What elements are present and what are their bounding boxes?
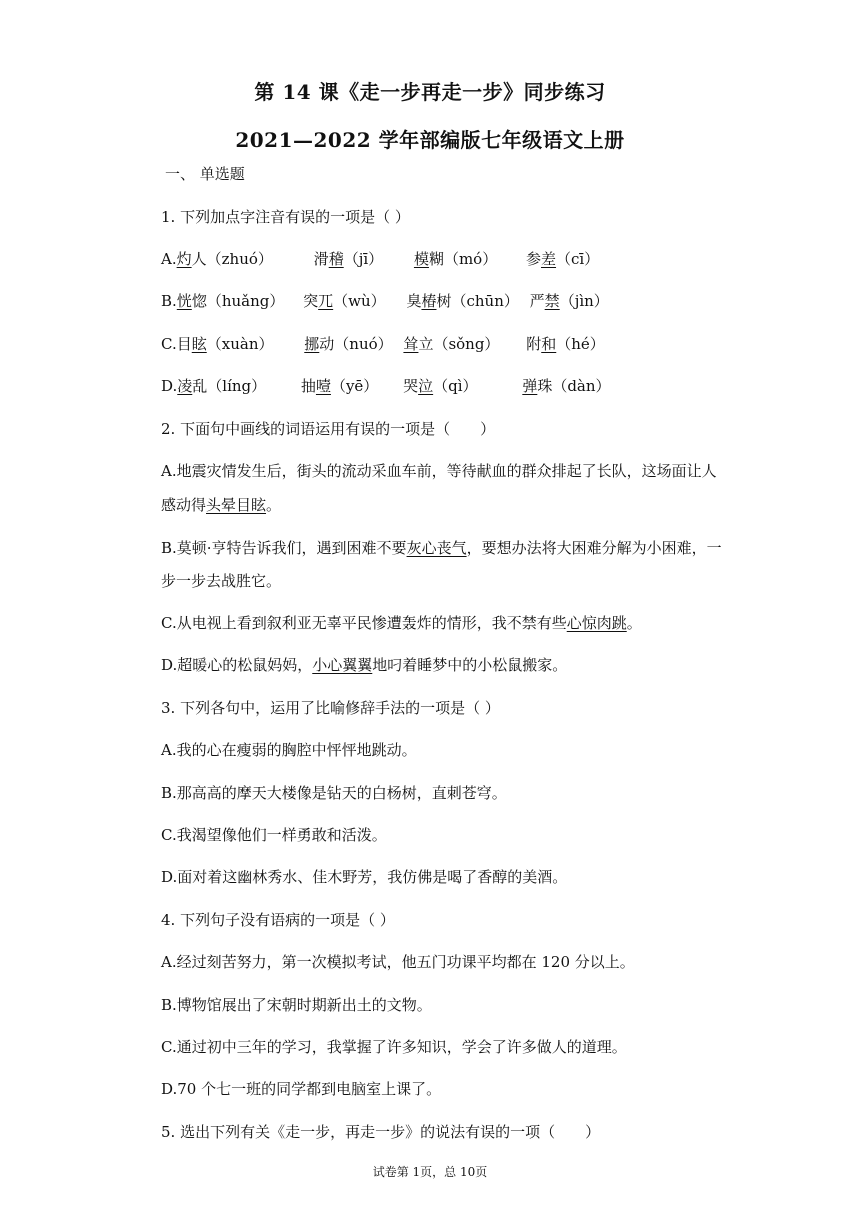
q4-option-b: B.博物馆展出了宋朝时期新出土的文物。 — [161, 996, 432, 1014]
option-letter: A. — [161, 250, 177, 268]
q3-option-c: C.我渴望像他们一样勇敢和活泼。 — [161, 826, 387, 844]
q2-option-d: D.超暖心的松鼠妈妈，小心翼翼地叼着睡梦中的小松鼠搬家。 — [161, 656, 568, 674]
q1-option-a: A.灼人（zhuó） 滑稽（jī） 模糊（mó） 参差（cī） — [161, 250, 600, 268]
q3-option-d: D.面对着这幽林秀水、佳木野芳，我仿佛是喝了香醇的美酒。 — [161, 868, 568, 886]
q2-option-c: C.从电视上看到叙利亚无辜平民惨遭轰炸的情形，我不禁有些心惊肉跳。 — [161, 614, 642, 632]
q2-option-b-line1: B.莫顿·亨特告诉我们，遇到困难不要灰心丧气，要想办法将大困难分解为小困难，一 — [161, 539, 722, 557]
q4-option-c: C.通过初中三年的学习，我掌握了许多知识，学会了许多做人的道理。 — [161, 1038, 627, 1056]
q2-option-b-line2: 步一步去战胜它。 — [161, 572, 282, 590]
question-1-stem: 1. 下列加点字注音有误的一项是（ ） — [161, 208, 410, 226]
question-2-stem: 2. 下面句中画线的词语运用有误的一项是（ ） — [161, 420, 496, 438]
option-letter: C. — [161, 335, 177, 353]
question-4-stem: 4. 下列句子没有语病的一项是（ ） — [161, 911, 395, 929]
q3-option-b: B.那高高的摩天大楼像是钻天的白杨树，直刺苍穹。 — [161, 784, 507, 802]
q4-option-d: D.70 个七一班的同学都到电脑室上课了。 — [161, 1080, 442, 1098]
q4-option-a: A.经过刻苦努力，第一次模拟考试，他五门功课平均都在 120 分以上。 — [161, 953, 635, 971]
page-title-line1: 第 14 课《走一步再走一步》同步练习 — [254, 80, 606, 104]
q2-option-a-line1: A.地震灾情发生后，街头的流动采血车前，等待献血的群众排起了长队，这场面让人 — [161, 462, 717, 480]
q1-option-d: D.凌乱（líng） 抽噎（yē） 哭泣（qì） 弹珠（dàn） — [161, 377, 611, 395]
section-heading: 一、 单选题 — [165, 165, 245, 183]
q1-option-b: B.恍惚（huǎng） 突兀（wù） 臭椿树（chūn） 严禁（jìn） — [161, 292, 609, 310]
option-letter: D. — [161, 377, 178, 395]
question-3-stem: 3. 下列各句中，运用了比喻修辞手法的一项是（ ） — [161, 699, 500, 717]
q3-option-a: A.我的心在瘦弱的胸腔中怦怦地跳动。 — [161, 741, 417, 759]
page-footer: 试卷第 1页，总 10页 — [372, 1165, 488, 1179]
page-title-line2: 2021—2022 学年部编版七年级语文上册 — [235, 128, 625, 152]
q1-option-c: C.目眩（xuàn） 挪动（nuó） 耸立（sǒng） 附和（hé） — [161, 335, 605, 353]
option-letter: B. — [161, 292, 177, 310]
q2-option-a-line2: 感动得头晕目眩。 — [161, 496, 282, 514]
question-5-stem: 5. 选出下列有关《走一步，再走一步》的说法有误的一项（ ） — [161, 1123, 601, 1141]
